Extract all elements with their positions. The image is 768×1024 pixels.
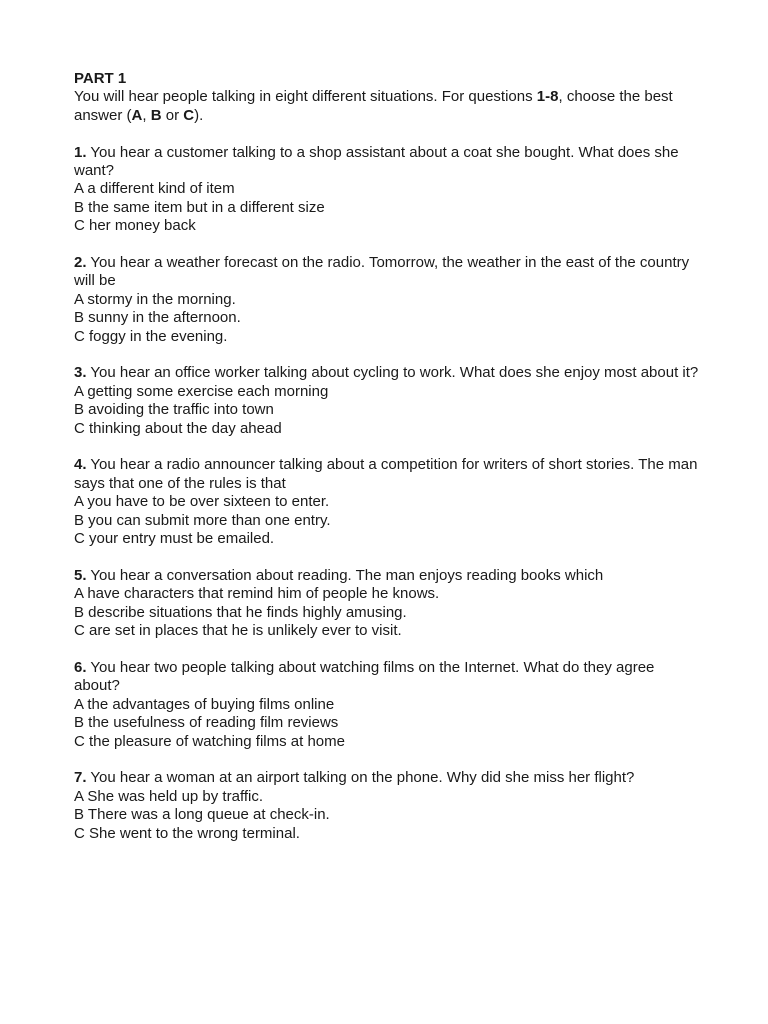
- question-text: You hear a weather forecast on the radio. Tomorrow, the weather in the east of the country will be: [74, 254, 690, 290]
- answer-option-a: A have characters that remind him of people he knows.: [74, 585, 440, 603]
- answer-options: [74, 493, 704, 548]
- answer-letter-c: C: [183, 106, 195, 124]
- question-number: 1.: [74, 143, 87, 161]
- question-2: [74, 254, 704, 346]
- answer-option-c: C thinking about the day ahead: [74, 419, 282, 437]
- question-6: [74, 659, 704, 751]
- instructions-text: You will hear people talking in eight different situations. For questions: [74, 88, 537, 106]
- answer-option-c: C the pleasure of watching films at home: [74, 732, 345, 750]
- answer-option-b: B the usefulness of reading film reviews: [74, 714, 339, 732]
- question-stem: [74, 144, 704, 181]
- answer-option-a: A you have to be over sixteen to enter.: [74, 493, 330, 511]
- document-content: [74, 70, 704, 843]
- part-heading: PART 1: [74, 70, 127, 87]
- answer-option-b: B describe situations that he finds highly amusing.: [74, 603, 407, 621]
- question-text: You hear a customer talking to a shop assistant about a coat she bought. What does she want?: [74, 143, 679, 180]
- question-stem: [74, 567, 704, 585]
- answer-option-b: B sunny in the afternoon.: [74, 309, 241, 327]
- answer-letter-b: B: [150, 106, 162, 124]
- answer-option-c: C foggy in the evening.: [74, 327, 228, 345]
- instructions-separator: or: [161, 106, 184, 124]
- answer-option-a: A stormy in the morning.: [74, 290, 236, 308]
- question-text: You hear a radio announcer talking about a competition for writers of short stories. The man says that one of the rules is that: [74, 456, 698, 492]
- instructions-separator: ,: [142, 106, 151, 124]
- answer-option-b: B you can submit more than one entry.: [74, 511, 331, 529]
- answer-option-c: C are set in places that he is unlikely ever to visit.: [74, 622, 402, 640]
- answer-option-a: A the advantages of buying films online: [74, 695, 335, 713]
- question-1: [74, 144, 704, 236]
- instructions-text: , choose the best answer (: [74, 88, 673, 124]
- question-number: 2.: [74, 254, 87, 272]
- question-4: [74, 456, 704, 548]
- question-list: [74, 144, 704, 843]
- question-stem: [74, 659, 704, 696]
- question-number: 5.: [74, 566, 87, 584]
- question-text: You hear a woman at an airport talking on the phone. Why did she miss her flight?: [90, 769, 635, 787]
- answer-option-c: C her money back: [74, 217, 196, 235]
- answer-letter-a: A: [131, 106, 143, 124]
- question-text: You hear a conversation about reading. The man enjoys reading books which: [90, 566, 604, 584]
- question-stem: [74, 456, 704, 493]
- answer-options: [74, 180, 704, 235]
- question-stem: [74, 769, 704, 787]
- question-text: You hear two people talking about watching films on the Internet. What do they agree about?: [74, 658, 655, 695]
- answer-option-c: C your entry must be emailed.: [74, 530, 275, 548]
- answer-option-a: A a different kind of item: [74, 180, 235, 198]
- question-number: 7.: [74, 769, 87, 787]
- question-number: 6.: [74, 658, 87, 676]
- question-number: 4.: [74, 456, 87, 474]
- question-number: 3.: [74, 364, 87, 382]
- question-3: [74, 364, 704, 438]
- answer-options: [74, 788, 704, 843]
- answer-options: [74, 383, 704, 438]
- answer-option-a: A getting some exercise each morning: [74, 382, 329, 400]
- question-text: You hear an office worker talking about cycling to work. What does she enjoy most about it?: [90, 364, 699, 382]
- instructions: [74, 88, 704, 125]
- question-range: 1-8: [536, 88, 559, 106]
- question-7: [74, 769, 704, 843]
- question-5: [74, 567, 704, 641]
- answer-options: [74, 585, 704, 640]
- answer-options: [74, 696, 704, 751]
- answer-option-b: B There was a long queue at check-in.: [74, 806, 330, 824]
- answer-options: [74, 291, 704, 346]
- answer-option-c: C She went to the wrong terminal.: [74, 824, 300, 842]
- question-stem: [74, 364, 704, 382]
- question-stem: [74, 254, 704, 291]
- answer-option-a: A She was held up by traffic.: [74, 787, 264, 805]
- answer-option-b: B avoiding the traffic into town: [74, 401, 274, 419]
- instructions-text: ).: [194, 106, 204, 124]
- answer-option-b: B the same item but in a different size: [74, 198, 325, 216]
